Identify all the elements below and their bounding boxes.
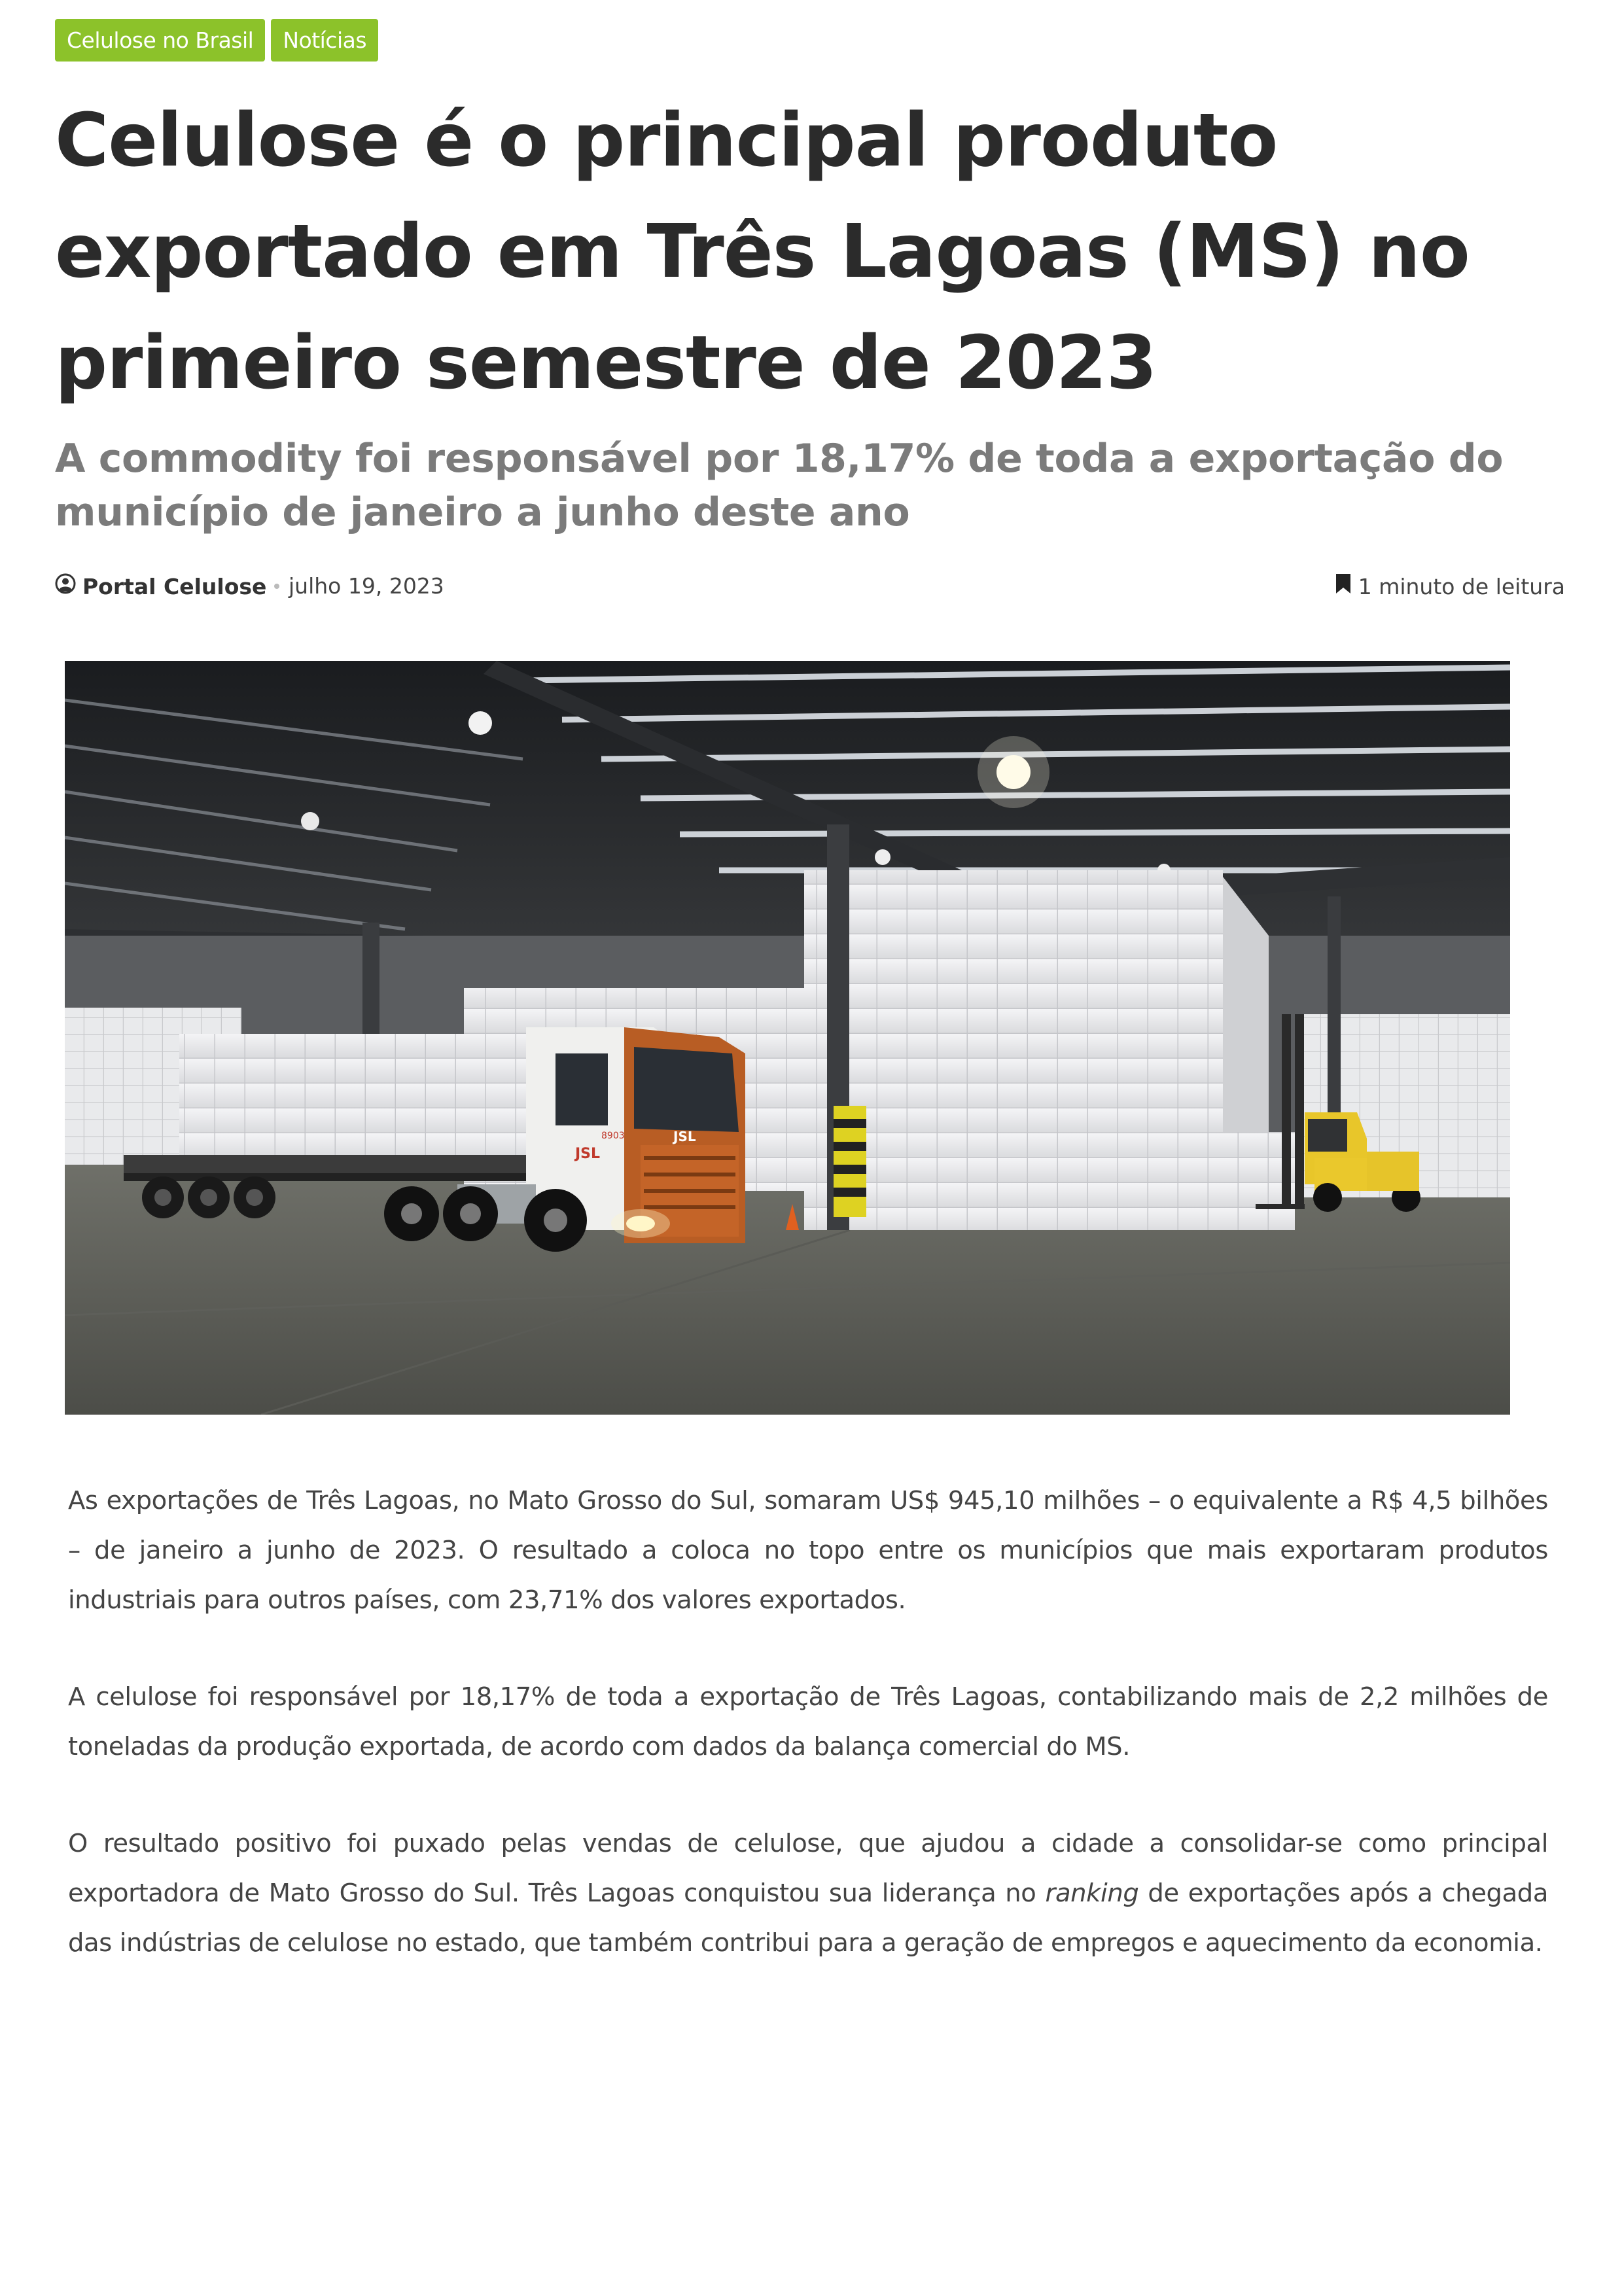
author-name: Portal Celulose [82,573,267,599]
date-text: julho 19, 2023 [289,573,444,599]
publish-date [274,573,444,599]
warehouse-illustration [65,661,1510,1415]
article-meta [55,573,1565,612]
category-tag-noticias[interactable]: Notícias [271,19,378,62]
paragraph-3-end: de exportações após a chegada das indústrias de celulose no estado, que também contribui para a geração de empregos e aquecimento da economia. [68,1879,1549,1958]
category-tags [55,19,378,62]
separator-dot [274,584,279,589]
hero-image [65,661,1510,1415]
article-title: Celulose é o principal produto exportado em Três Lagoas (MS) no primeiro semestre de 2023 [55,98,1470,406]
truck-logo: JSL [673,1129,696,1144]
bookmark-icon [1335,573,1352,599]
paragraph-3-emphasis: ranking [1045,1879,1139,1908]
truck-door-logo: JSL [575,1146,601,1162]
truck-code: 8903 [601,1131,625,1141]
author-link[interactable] [55,573,266,599]
paragraph-3 [68,1819,1548,1968]
paragraph-1: As exportações de Três Lagoas, no Mato Grosso do Sul, somaram US$ 945,10 milhões – o equivalente a R$ 4,5 bilhões – de janeiro a junho de 2023. O resultado a coloca no topo entre os municípios que mais exportaram produtos industriais para outros países, com 23,71% dos valores exportados. [68,1486,1548,1615]
paragraph-2: A celulose foi responsável por 18,17% de toda a exportação de Três Lagoas, contabilizando mais de 2,2 milhões de toneladas da produção exportada, de acordo com dados da balança comercial do MS. [68,1682,1548,1761]
paragraph-3-start: O resultado positivo foi puxado pelas vendas de celulose, que ajudou a cidade a consolidar-se como principal exportadora de Mato Grosso do Sul. Três Lagoas conquistou sua liderança no [68,1829,1548,1908]
article-subtitle: A commodity foi responsável por 18,17% de toda a exportação do município de janeiro a junho deste ano [55,436,1504,535]
read-time [1335,573,1565,599]
article-body [68,1476,1548,2015]
user-circle-icon [55,573,76,599]
category-tag-celulose-no-brasil[interactable]: Celulose no Brasil [55,19,265,62]
read-time-text: 1 minuto de leitura [1358,573,1565,599]
